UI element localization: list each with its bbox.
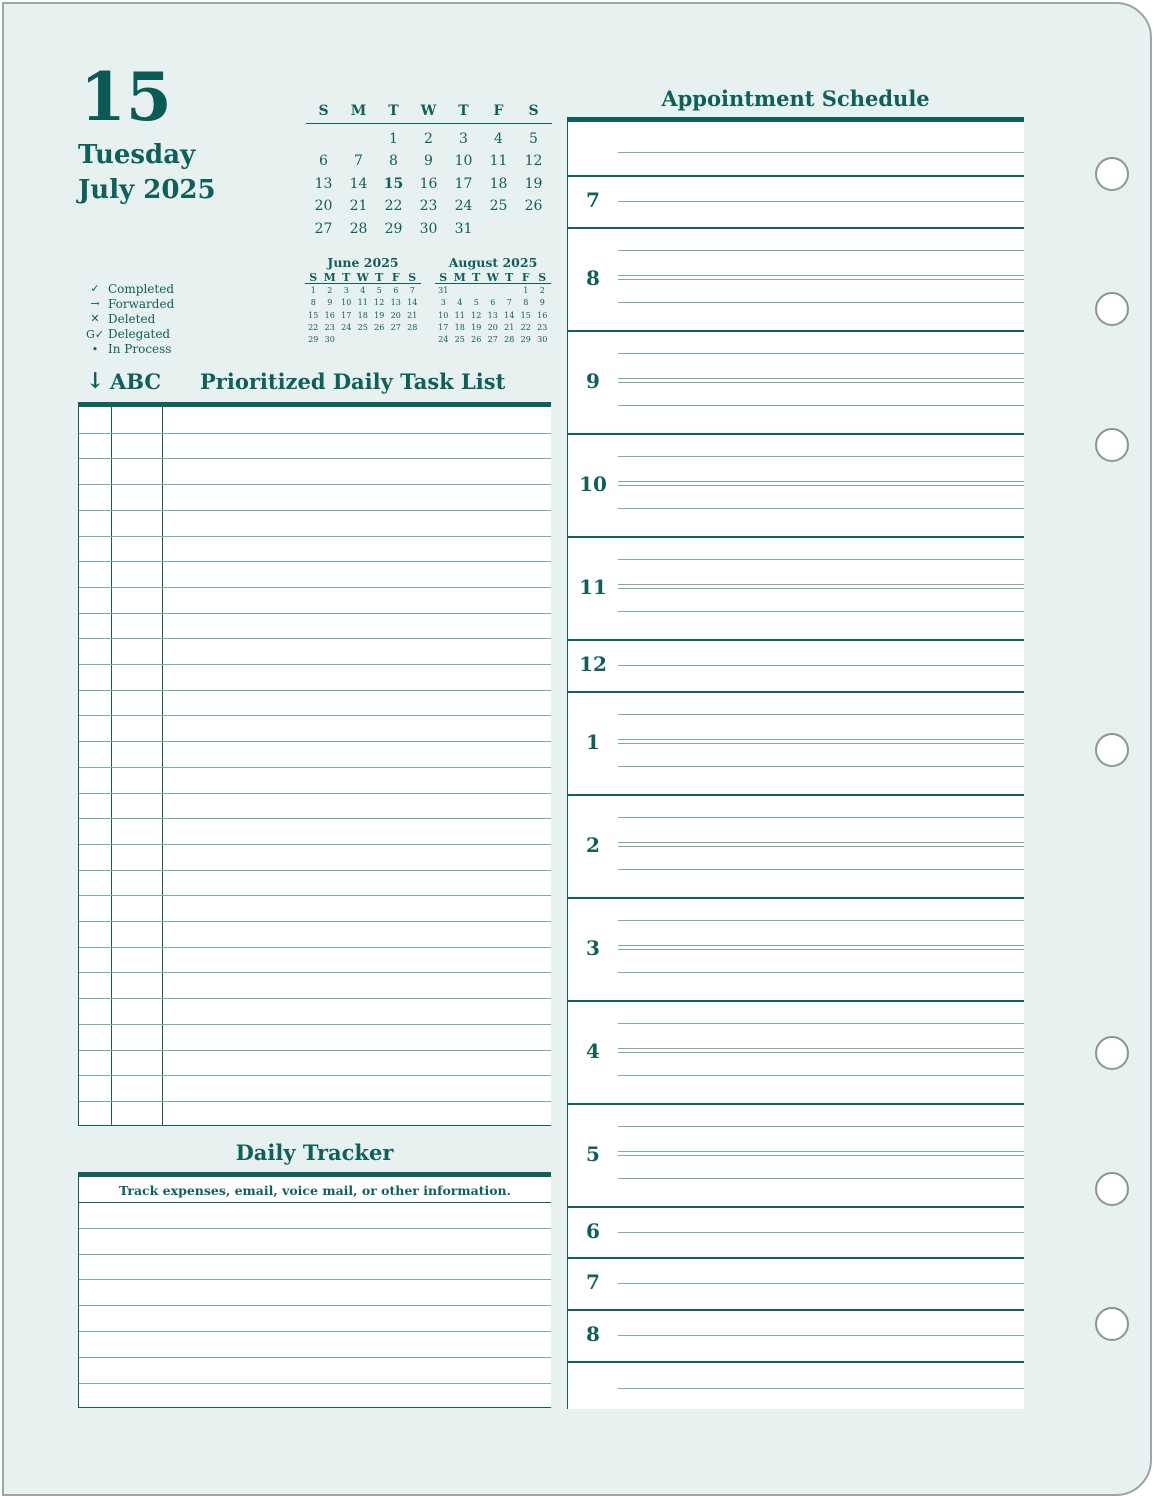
hour-label: 4 xyxy=(586,1039,600,1063)
hour-divider xyxy=(568,536,1024,538)
appointment-line xyxy=(618,972,1024,973)
appointment-line xyxy=(618,302,1024,303)
mini-calendar-day: 18 xyxy=(357,310,368,320)
appointment-line xyxy=(618,1388,1024,1389)
hour-line xyxy=(618,949,1024,950)
weekday-header: T xyxy=(458,103,469,120)
weekday-header: S xyxy=(309,271,318,284)
appointment-line xyxy=(618,869,1024,870)
mini-calendar-day: 6 xyxy=(490,298,496,308)
day-number: 15 xyxy=(80,58,172,136)
task-row-line xyxy=(79,741,551,742)
hour-divider xyxy=(568,691,1024,693)
mini-calendar-title: August 2025 xyxy=(448,255,538,270)
weekday-label: Tuesday xyxy=(78,140,196,170)
weekday-header: W xyxy=(486,271,499,284)
hour-line xyxy=(618,665,1024,666)
calendar-day[interactable]: 18 xyxy=(489,175,508,192)
hour-divider xyxy=(568,227,1024,229)
weekday-header: W xyxy=(356,271,369,284)
mini-calendar-day: 18 xyxy=(454,322,465,332)
hour-label: 12 xyxy=(579,652,607,676)
mini-calendar-day: 25 xyxy=(454,335,465,345)
mini-calendar-day: 19 xyxy=(374,310,385,320)
hour-divider xyxy=(568,1257,1024,1259)
mini-calendar-day: 15 xyxy=(308,310,319,320)
mini-calendar-day: 3 xyxy=(343,285,349,295)
task-row-line xyxy=(79,458,551,459)
mini-calendar-day: 24 xyxy=(438,335,449,345)
binder-hole xyxy=(1095,733,1129,767)
hour-label: 11 xyxy=(579,575,607,599)
mini-calendar-day: 23 xyxy=(537,322,548,332)
hour-label: 9 xyxy=(586,369,600,393)
hour-line xyxy=(618,1052,1024,1053)
calendar-day[interactable]: 19 xyxy=(524,175,543,192)
binder-hole xyxy=(1095,1172,1129,1206)
delegated-icon: G✓ xyxy=(85,327,104,341)
calendar-day[interactable]: 3 xyxy=(459,130,468,147)
task-row-line xyxy=(79,664,551,665)
task-row-line xyxy=(79,613,551,614)
mini-calendar-day: 20 xyxy=(390,310,401,320)
mini-calendar-week xyxy=(305,321,421,333)
bullet-icon: • xyxy=(91,342,99,356)
mini-calendar-day: 16 xyxy=(537,310,548,320)
hour-divider xyxy=(568,330,1024,332)
task-row-line xyxy=(79,715,551,716)
weekday-header: W xyxy=(420,103,437,120)
calendar-day[interactable]: 22 xyxy=(384,198,403,215)
calendar-week xyxy=(306,195,552,218)
mini-calendar-header xyxy=(305,271,421,284)
weekday-header: T xyxy=(505,271,514,284)
mini-calendar-day: 12 xyxy=(471,310,482,320)
weekday-header: F xyxy=(493,103,504,120)
task-row-line xyxy=(79,536,551,537)
appointment-line xyxy=(618,1126,1024,1127)
appointment-line xyxy=(618,481,1024,482)
task-row-line xyxy=(79,844,551,845)
weekday-header: T xyxy=(472,271,481,284)
appointment-line xyxy=(618,920,1024,921)
tracker-row-line xyxy=(79,1383,551,1384)
task-row-line xyxy=(79,587,551,588)
hour-divider xyxy=(568,1103,1024,1105)
appointment-line xyxy=(618,766,1024,767)
task-row-line xyxy=(79,972,551,973)
mini-calendar-week xyxy=(435,297,551,309)
appointment-line xyxy=(618,508,1024,509)
hour-line xyxy=(618,1283,1024,1284)
calendar-day[interactable]: 4 xyxy=(494,130,503,147)
hour-line xyxy=(618,1155,1024,1156)
mini-calendar-day: 28 xyxy=(407,322,418,332)
hour-divider xyxy=(568,794,1024,796)
mini-calendar-week xyxy=(305,284,421,296)
mini-calendar-day: 22 xyxy=(308,322,319,332)
task-row-line xyxy=(79,1075,551,1076)
appointment-line xyxy=(618,152,1024,153)
mini-calendar-header xyxy=(435,271,551,284)
calendar-day[interactable]: 21 xyxy=(349,198,368,215)
mini-calendar-june xyxy=(305,255,421,346)
mini-calendar-day: 8 xyxy=(310,298,316,308)
hour-divider xyxy=(568,639,1024,641)
weekday-header: M xyxy=(350,103,367,120)
mini-calendar-day: 11 xyxy=(454,310,465,320)
calendar-day[interactable]: 16 xyxy=(419,175,438,192)
calendar-day[interactable]: 20 xyxy=(314,198,333,215)
mini-calendar-day: 26 xyxy=(471,335,482,345)
legend-label: Completed xyxy=(108,281,175,296)
mini-calendar-day: 29 xyxy=(308,335,319,345)
calendar-day[interactable]: 9 xyxy=(424,153,433,170)
hour-label: 1 xyxy=(586,730,600,754)
appointment-line xyxy=(618,275,1024,276)
daily-tracker-grid[interactable] xyxy=(78,1172,551,1408)
legend-item xyxy=(82,281,174,296)
calendar-day[interactable]: 30 xyxy=(419,220,438,237)
mini-calendar-day: 14 xyxy=(504,310,515,320)
weekday-header: T xyxy=(342,271,351,284)
hour-label: 10 xyxy=(579,472,607,496)
weekday-header: S xyxy=(408,271,417,284)
appointment-line xyxy=(618,714,1024,715)
hour-line xyxy=(618,1232,1024,1233)
task-list-title: Prioritized Daily Task List xyxy=(200,369,506,394)
appointment-line xyxy=(618,611,1024,612)
task-row-line xyxy=(79,895,551,896)
calendar-day[interactable]: 15 xyxy=(383,175,404,192)
hour-label: 2 xyxy=(586,833,600,857)
task-row-line xyxy=(79,793,551,794)
appointment-line xyxy=(618,1075,1024,1076)
task-row-line xyxy=(79,484,551,485)
binder-hole xyxy=(1095,1307,1129,1341)
legend-item xyxy=(82,311,174,326)
appointment-line xyxy=(618,945,1024,946)
calendar-day[interactable]: 17 xyxy=(454,175,473,192)
calendar-day[interactable]: 2 xyxy=(424,130,433,147)
mini-calendar-day: 16 xyxy=(324,310,335,320)
calendar-day[interactable]: 11 xyxy=(489,153,508,170)
mini-calendar-day: 19 xyxy=(471,322,482,332)
calendar-day[interactable]: 23 xyxy=(419,198,438,215)
mini-calendar-day: 5 xyxy=(473,298,479,308)
appointment-line xyxy=(618,584,1024,585)
legend-label: Delegated xyxy=(108,327,171,342)
task-row-line xyxy=(79,690,551,691)
calendar-day[interactable]: 10 xyxy=(454,153,473,170)
mini-calendar-week xyxy=(435,321,551,333)
mini-calendar-day: 17 xyxy=(341,310,352,320)
weekday-header: M xyxy=(323,271,336,284)
mini-calendar-day: 31 xyxy=(438,285,449,295)
mini-calendar-august xyxy=(435,255,551,346)
mini-calendar-day: 20 xyxy=(487,322,498,332)
calendar-week xyxy=(306,218,552,241)
mini-calendar-day: 14 xyxy=(407,298,418,308)
weekday-header: F xyxy=(391,271,400,284)
calendar-day[interactable]: 8 xyxy=(389,153,398,170)
hour-label: 8 xyxy=(586,266,600,290)
appointment-line xyxy=(618,739,1024,740)
calendar-week xyxy=(306,173,552,196)
weekday-header: F xyxy=(521,271,530,284)
hour-divider xyxy=(568,1361,1024,1363)
legend-item xyxy=(82,327,174,342)
binder-hole xyxy=(1095,1036,1129,1070)
mini-calendar-day: 2 xyxy=(327,285,333,295)
mini-calendar-day: 23 xyxy=(324,322,335,332)
hour-label: 7 xyxy=(586,1270,600,1294)
hour-label: 3 xyxy=(586,936,600,960)
hour-line xyxy=(618,1335,1024,1336)
month-year-label: July 2025 xyxy=(78,175,216,205)
hour-divider xyxy=(568,1309,1024,1311)
task-row-line xyxy=(79,767,551,768)
tracker-row-line xyxy=(79,1331,551,1332)
hour-line xyxy=(618,382,1024,383)
appointment-line xyxy=(618,378,1024,379)
task-row-line xyxy=(79,998,551,999)
mini-calendar-week xyxy=(305,297,421,309)
weekday-header: S xyxy=(528,103,539,120)
mini-calendar-day: 10 xyxy=(341,298,352,308)
mini-calendar-day: 10 xyxy=(438,310,449,320)
calendar-day[interactable]: 25 xyxy=(489,198,508,215)
mini-calendar-day: 13 xyxy=(390,298,401,308)
tracker-row-line xyxy=(79,1254,551,1255)
mini-calendar-week xyxy=(435,284,551,296)
hour-label: 6 xyxy=(586,1219,600,1243)
hour-divider xyxy=(568,433,1024,435)
mini-calendar-day: 25 xyxy=(357,322,368,332)
task-row-line xyxy=(79,947,551,948)
task-row-line xyxy=(79,561,551,562)
arrow-right-icon: → xyxy=(90,297,100,311)
task-row-line xyxy=(79,870,551,871)
mini-calendar-day: 26 xyxy=(374,322,385,332)
binder-hole xyxy=(1095,157,1129,191)
calendar-day[interactable]: 26 xyxy=(524,198,543,215)
mini-calendar-day: 27 xyxy=(487,335,498,345)
mini-calendar-week xyxy=(305,309,421,321)
mini-calendar-day: 22 xyxy=(520,322,531,332)
mini-calendar-day: 12 xyxy=(374,298,385,308)
mini-calendar-day: 21 xyxy=(504,322,515,332)
appointment-line xyxy=(618,405,1024,406)
task-row-line xyxy=(79,921,551,922)
calendar-day[interactable]: 14 xyxy=(349,175,368,192)
mini-calendar-day: 17 xyxy=(438,322,449,332)
calendar-day[interactable]: 6 xyxy=(319,153,328,170)
calendar-day[interactable]: 5 xyxy=(529,130,538,147)
appointment-line xyxy=(618,1048,1024,1049)
tracker-header-line xyxy=(79,1202,551,1203)
calendar-day[interactable]: 7 xyxy=(354,153,363,170)
task-row-line xyxy=(79,638,551,639)
appointment-line xyxy=(618,1023,1024,1024)
hour-line xyxy=(618,485,1024,486)
appointment-title: Appointment Schedule xyxy=(661,86,930,111)
priority-abc-label: ABC xyxy=(110,369,162,394)
tracker-row-line xyxy=(79,1228,551,1229)
weekday-header: T xyxy=(388,103,399,120)
task-row-line xyxy=(79,1050,551,1051)
mini-calendar-day: 27 xyxy=(390,322,401,332)
mini-calendar-day: 7 xyxy=(409,285,415,295)
task-row-line xyxy=(79,510,551,511)
checkmark-icon: ✓ xyxy=(90,282,100,296)
mini-calendar-day: 4 xyxy=(457,298,463,308)
legend-item xyxy=(82,342,174,357)
legend-label: In Process xyxy=(108,342,172,357)
hour-divider xyxy=(568,1206,1024,1208)
calendar-week xyxy=(306,150,552,173)
weekday-header: S xyxy=(439,271,448,284)
appointment-line xyxy=(618,456,1024,457)
hour-label: 8 xyxy=(586,1322,600,1346)
calendar-day[interactable]: 28 xyxy=(349,220,368,237)
down-arrow-icon: ↓ xyxy=(86,368,105,394)
weekday-header: S xyxy=(318,103,329,120)
task-row-line xyxy=(79,818,551,819)
appointment-line xyxy=(618,1178,1024,1179)
appointment-schedule[interactable] xyxy=(567,117,1024,1409)
calendar-weekday-header xyxy=(306,100,552,123)
binder-hole xyxy=(1095,292,1129,326)
task-row-line xyxy=(79,1101,551,1102)
mini-calendar-day: 21 xyxy=(407,310,418,320)
tracker-row-line xyxy=(79,1305,551,1306)
calendar-day[interactable]: 24 xyxy=(454,198,473,215)
tracker-title: Daily Tracker xyxy=(235,1140,394,1165)
mini-calendar-day: 1 xyxy=(523,285,529,295)
weekday-header: T xyxy=(375,271,384,284)
calendar-day[interactable]: 29 xyxy=(384,220,403,237)
mini-calendar-day: 7 xyxy=(506,298,512,308)
mini-calendar-day: 9 xyxy=(327,298,333,308)
hour-divider xyxy=(568,175,1024,177)
mini-calendar-day: 4 xyxy=(360,285,366,295)
mini-calendar-day: 13 xyxy=(487,310,498,320)
appointment-line xyxy=(618,817,1024,818)
mini-calendar-day: 28 xyxy=(504,335,515,345)
mini-calendar-day: 15 xyxy=(520,310,531,320)
status-legend xyxy=(82,281,174,357)
mini-calendar-week xyxy=(435,309,551,321)
mini-calendar-day: 3 xyxy=(440,298,446,308)
mini-calendar-day: 29 xyxy=(520,335,531,345)
task-row-line xyxy=(79,433,551,434)
task-row-line xyxy=(79,1024,551,1025)
appointment-line xyxy=(618,842,1024,843)
mini-calendar-day: 8 xyxy=(523,298,529,308)
mini-calendar-week xyxy=(305,333,421,345)
mini-calendar-day: 11 xyxy=(357,298,368,308)
tracker-row-line xyxy=(79,1279,551,1280)
hour-line xyxy=(618,201,1024,202)
mini-calendar-day: 30 xyxy=(324,335,335,345)
legend-label: Forwarded xyxy=(108,296,175,311)
legend-label: Deleted xyxy=(108,311,156,326)
tracker-row-line xyxy=(79,1357,551,1358)
calendar-week xyxy=(306,128,552,151)
appointment-line xyxy=(618,559,1024,560)
weekday-header: S xyxy=(538,271,547,284)
mini-calendar-day: 30 xyxy=(537,335,548,345)
mini-calendar-day: 2 xyxy=(539,285,545,295)
weekday-header: M xyxy=(453,271,466,284)
task-list-grid[interactable] xyxy=(78,402,551,1126)
mini-calendar-title: June 2025 xyxy=(327,255,399,270)
hour-divider xyxy=(568,1000,1024,1002)
binder-hole xyxy=(1095,428,1129,462)
calendar-day[interactable]: 27 xyxy=(314,220,333,237)
calendar-day[interactable]: 13 xyxy=(314,175,333,192)
appointment-line xyxy=(618,353,1024,354)
hour-label: 7 xyxy=(586,188,600,212)
x-icon: ✕ xyxy=(90,312,100,326)
appointment-line xyxy=(618,250,1024,251)
month-calendar xyxy=(306,100,552,240)
appointment-line xyxy=(618,1151,1024,1152)
tracker-instructions: Track expenses, email, voice mail, or other information. xyxy=(118,1183,512,1198)
calendar-day[interactable]: 31 xyxy=(454,220,473,237)
hour-line xyxy=(618,588,1024,589)
hour-divider xyxy=(568,897,1024,899)
hour-line xyxy=(618,743,1024,744)
mini-calendar-day: 24 xyxy=(341,322,352,332)
mini-calendar-day: 1 xyxy=(310,285,316,295)
calendar-day[interactable]: 12 xyxy=(524,153,543,170)
mini-calendar-week xyxy=(435,333,551,345)
mini-calendar-day: 9 xyxy=(539,298,545,308)
legend-item xyxy=(82,296,174,311)
mini-calendar-day: 5 xyxy=(376,285,382,295)
mini-calendar-day: 6 xyxy=(393,285,399,295)
hour-label: 5 xyxy=(586,1142,600,1166)
calendar-day[interactable]: 1 xyxy=(389,130,398,147)
hour-line xyxy=(618,279,1024,280)
hour-line xyxy=(618,846,1024,847)
